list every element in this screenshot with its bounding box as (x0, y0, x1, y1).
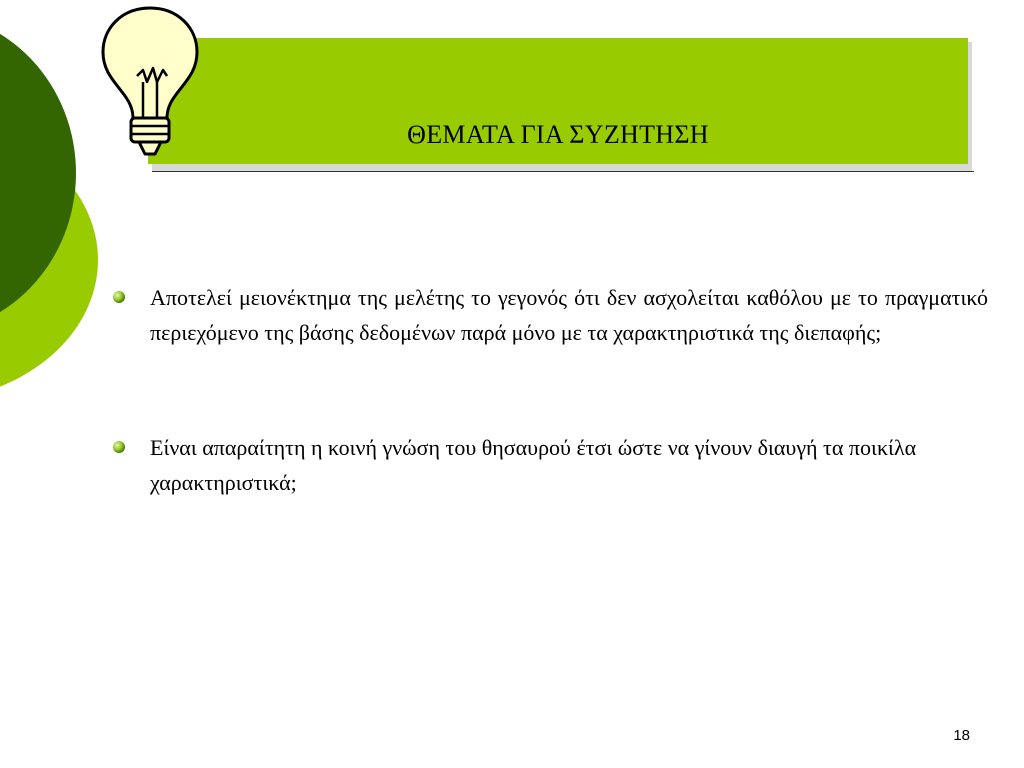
lightbulb-icon (95, 2, 205, 162)
slide-title: ΘΕΜΑΤΑ ΓΙΑ ΣΥΖΗΤΗΣΗ (407, 120, 709, 149)
green-sphere-bullet-icon (112, 440, 126, 454)
green-sphere-bullet-icon (112, 290, 126, 304)
page-number: 18 (953, 727, 970, 744)
bullet-list (112, 280, 988, 500)
bullet-item (112, 430, 988, 500)
title-underline (152, 171, 974, 172)
bullet-text: Αποτελεί μειονέκτημα της μελέτης το γεγονός ότι δεν ασχολείται καθόλου με το πραγματικό περιεχόμενο της βάσης δεδομένων παρά μόνο με τα χαρακτηριστικά της διεπαφής; (150, 285, 988, 345)
bullet-text: Είναι απαραίτητη η κοινή γνώση του θησαυρού έτσι ώστε να γίνουν διαυγή τα ποικίλα χαρακτηριστικά; (150, 435, 917, 495)
bullet-item (112, 280, 988, 350)
